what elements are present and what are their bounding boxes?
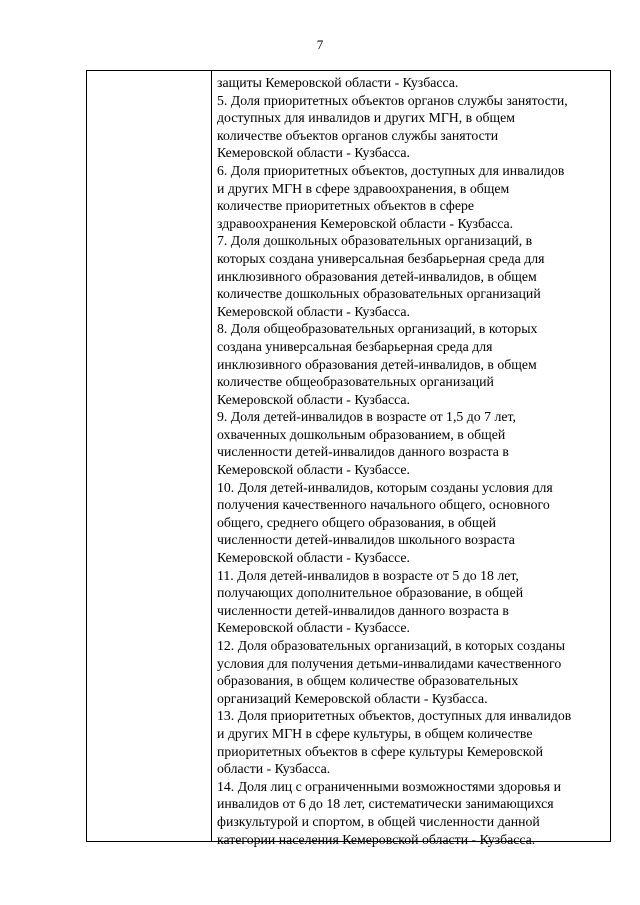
text-line: инклюзивного образования детей-инвалидов, в общем: [217, 268, 537, 284]
text-line: условия для получения детьми-инвалидами качественного: [217, 655, 562, 671]
text-line: физкультурой и спортом, в общей численности данной: [217, 813, 540, 829]
text-line: количестве объектов органов службы занятости: [217, 127, 499, 143]
text-line: численности детей-инвалидов данного возраста в: [217, 444, 509, 460]
text-line: организаций Кемеровской области - Кузбасса.: [217, 690, 488, 706]
text-line: получения качественного начального общего, основного: [217, 497, 550, 513]
text-line: защиты Кемеровской области - Кузбасса.: [217, 75, 459, 90]
text-line: и других МГН в сфере здравоохранения, в общем: [217, 180, 510, 196]
table-left-cell: [87, 71, 212, 841]
text-line: образования, в общем количестве образовательных: [217, 673, 519, 689]
text-line: численности детей-инвалидов данного возраста в: [217, 602, 509, 618]
text-line: доступных для инвалидов и других МГН, в общем: [217, 110, 516, 126]
text-line: 8. Доля общеобразовательных организаций, в которых: [217, 321, 538, 337]
text-line: которых создана универсальная безбарьерная среда для: [217, 250, 545, 266]
text-line: инклюзивного образования детей-инвалидов, в общем: [217, 356, 537, 372]
text-line: категории населения Кемеровской области - Кузбасса.: [217, 831, 536, 847]
text-line: 9. Доля детей-инвалидов в возрасте от 1,5 до 7 лет,: [217, 409, 516, 425]
text-line: 11. Доля детей-инвалидов в возрасте от 5 до 18 лет,: [217, 567, 519, 583]
text-line: Кемеровской области - Кузбасса.: [217, 303, 411, 319]
text-line: Кемеровской области - Кузбассе.: [217, 620, 411, 636]
text-line: количестве дошкольных образовательных организаций: [217, 286, 541, 302]
text-line: численности детей-инвалидов школьного возраста: [217, 532, 515, 548]
text-line: и других МГН в сфере культуры, в общем количестве: [217, 725, 533, 741]
text-line: области - Кузбасса.: [217, 761, 331, 777]
text-line: инвалидов от 6 до 18 лет, систематически занимающихся: [217, 796, 554, 812]
text-line: здравоохранения Кемеровской области - Кузбасса.: [217, 215, 514, 231]
text-line: 13. Доля приоритетных объектов, доступных для инвалидов: [217, 708, 572, 724]
text-line: общего, среднего общего образования, в общей: [217, 514, 496, 530]
text-line: приоритетных объектов в сфере культуры Кемеровской: [217, 743, 543, 759]
text-line: получающих дополнительное образование, в общей: [217, 585, 524, 601]
document-table: [86, 70, 611, 847]
text-line: Кемеровской области - Кузбассе.: [217, 462, 411, 478]
text-line: создана универсальная безбарьерная среда для: [217, 338, 493, 354]
text-line: 5. Доля приоритетных объектов органов службы занятости,: [217, 92, 568, 108]
text-line: Кемеровской области - Кузбасса.: [217, 391, 411, 407]
text-line: Кемеровской области - Кузбассе.: [217, 550, 411, 566]
text-line: Кемеровской области - Кузбасса.: [217, 145, 411, 161]
text-line: количестве приоритетных объектов в сфере: [217, 198, 474, 214]
text-line: 12. Доля образовательных организаций, в которых созданы: [217, 638, 566, 653]
text-line: 10. Доля детей-инвалидов, которым созданы условия для: [217, 479, 553, 495]
table-right-cell: [217, 74, 609, 848]
text-line: количестве общеобразовательных организаций: [217, 374, 494, 390]
text-line: охваченных дошкольным образованием, в общей: [217, 426, 506, 442]
text-line: 7. Доля дошкольных образовательных организаций, в: [217, 233, 533, 249]
page-number: 7: [316, 37, 324, 52]
text-line: 14. Доля лиц с ограниченными возможностями здоровья и: [217, 778, 561, 794]
text-line: 6. Доля приоритетных объектов, доступных для инвалидов: [217, 162, 565, 178]
